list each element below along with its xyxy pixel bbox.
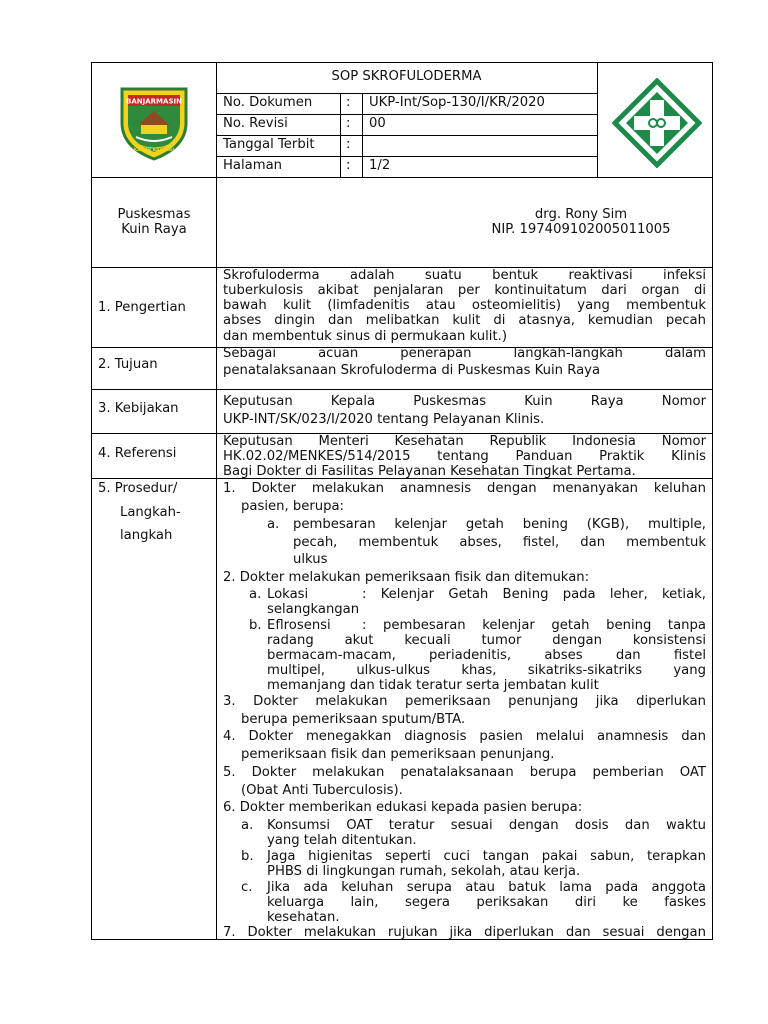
divider bbox=[216, 114, 597, 115]
procedure-subitem: pembesaran kelenjar getah bening (KGB), multiple, bbox=[293, 517, 706, 532]
divider bbox=[216, 63, 217, 940]
separator: : bbox=[346, 95, 351, 110]
signer-nip: NIP. 197409102005011005 bbox=[491, 222, 671, 237]
divider bbox=[216, 156, 597, 157]
procedure-subitem: keluarga lain, segera periksakan diri ke faskes bbox=[267, 895, 706, 910]
kebijakan-line: UKP-INT/SK/023/I/2020 tentang Pelayanan Klinis. bbox=[223, 412, 545, 427]
tujuan-line: penatalaksanaan Skrofuloderma di Puskesmas Kuin Raya bbox=[223, 363, 601, 378]
pengertian-line: dan membentuk sinus di permukaan kulit.) bbox=[223, 329, 507, 344]
list-marker: c. bbox=[241, 880, 253, 895]
procedure-subitem: ulkus bbox=[293, 552, 328, 567]
divider bbox=[597, 63, 598, 177]
procedure-subitem: kesehatan. bbox=[267, 910, 340, 925]
document-title: SOP SKROFULODERMA bbox=[331, 69, 482, 84]
procedure-step: (Obat Anti Tuberculosis). bbox=[241, 783, 403, 798]
kebijakan-line: Keputusan Kepala Puskesmas Kuin Raya Nomor bbox=[223, 394, 706, 409]
procedure-subitem: bermacam-macam, periadenitis, abses dan fistel bbox=[267, 648, 706, 663]
procedure-subitem: memanjang dan tidak teratur serta jembatan kulit bbox=[267, 678, 599, 693]
divider bbox=[216, 93, 597, 94]
value-no-revisi: 00 bbox=[369, 116, 386, 131]
procedure-step: 4. Dokter menegakkan diagnosis pasien melalui anamnesis dan bbox=[223, 729, 706, 744]
procedure-step: pasien, berupa: bbox=[241, 499, 345, 514]
label-no-dokumen: No. Dokumen bbox=[223, 95, 313, 110]
pengertian-line: bawah kulit (limfadenitis atau osteomielitis) yang membentuk bbox=[223, 298, 706, 313]
procedure-subitem: radang akut kecuali tumor dengan konsistensi bbox=[267, 633, 706, 648]
org-name-line1: Puskesmas bbox=[117, 207, 191, 222]
procedure-subitem: multipel, ulkus-ulkus khas, sikatriks-sikatriks yang bbox=[267, 663, 706, 678]
signer-name: drg. Rony Sim bbox=[534, 207, 628, 222]
section-label-referensi: 4. Referensi bbox=[98, 446, 177, 461]
referensi-line: Bagi Dokter di Fasilitas Pelayanan Kesehatan Tingkat Pertama. bbox=[223, 464, 636, 479]
separator: : bbox=[346, 137, 351, 152]
procedure-subitem: PHBS di lingkungan rumah, sekolah, atau kerja. bbox=[267, 864, 581, 879]
pengertian-line: Skrofuloderma adalah suatu bentuk reaktivasi infeksi bbox=[223, 268, 706, 283]
procedure-subitem: Jika ada keluhan serupa atau batuk lama pada anggota bbox=[267, 880, 706, 895]
puskesmas-logo bbox=[612, 78, 702, 168]
section-label-prosedur: langkah bbox=[120, 528, 173, 543]
pengertian-line: abses dingin dan melibatkan kulit di atasnya, kemudian pecah bbox=[223, 313, 706, 328]
referensi-line: Keputusan Menteri Kesehatan Republik Indonesia Nomor bbox=[223, 434, 706, 449]
value-no-dokumen: UKP-Int/Sop-130/I/KR/2020 bbox=[369, 95, 545, 110]
procedure-step: 1. Dokter melakukan anamnesis dengan menanyakan keluhan bbox=[223, 481, 706, 496]
term-eflrosensi: Eflrosensi bbox=[267, 618, 331, 633]
banjarmasin-emblem-logo bbox=[114, 81, 194, 161]
separator: : bbox=[346, 116, 351, 131]
procedure-subitem: : Kelenjar Getah Bening pada leher, ketiak, bbox=[362, 587, 706, 602]
section-label-prosedur: 5. Prosedur/ bbox=[98, 481, 178, 496]
section-label-kebijakan: 3. Kebijakan bbox=[98, 401, 179, 416]
section-label-pengertian: 1. Pengertian bbox=[98, 300, 186, 315]
logo-top-text: BANJARMASIN bbox=[126, 97, 182, 106]
list-marker: b. bbox=[249, 618, 262, 633]
sop-document bbox=[91, 62, 713, 940]
procedure-subitem: yang telah ditentukan. bbox=[267, 833, 417, 848]
procedure-step: 2. Dokter melakukan pemeriksaan fisik dan ditemukan: bbox=[223, 570, 590, 585]
divider bbox=[92, 389, 712, 390]
list-marker: a. bbox=[267, 517, 280, 532]
procedure-subitem: : pembesaran kelenjar getah bening tanpa bbox=[362, 618, 706, 633]
pengertian-line: tuberkulosis akibat penjalaran per kontinuitatum dari organ di bbox=[223, 283, 706, 298]
list-marker: a. bbox=[241, 818, 254, 833]
list-marker: a. bbox=[249, 587, 262, 602]
procedure-subitem: pecah, membentuk abses, fistel, dan membentuk bbox=[293, 535, 706, 550]
procedure-step: berupa pemeriksaan sputum/BTA. bbox=[241, 712, 466, 727]
procedure-step: pemeriksaan fisik dan pemeriksaan penunjang. bbox=[241, 747, 555, 762]
procedure-step: 5. Dokter melakukan penatalaksanaan berupa pemberian OAT bbox=[223, 765, 706, 780]
label-halaman: Halaman bbox=[223, 158, 283, 173]
procedure-step: 7. Dokter melakukan rujukan jika diperlukan dan sesuai dengan bbox=[223, 925, 706, 940]
procedure-subitem: Jaga higienitas seperti cuci tangan pakai sabun, terapkan bbox=[267, 849, 706, 864]
referensi-line: HK.02.02/MENKES/514/2015 tentang Panduan Praktik Klinis bbox=[223, 449, 706, 464]
procedure-subitem: selangkangan bbox=[267, 602, 360, 617]
list-marker: b. bbox=[241, 849, 254, 864]
divider bbox=[216, 135, 597, 136]
org-name-line2: Kuin Raya bbox=[121, 222, 187, 237]
procedure-step: 6. Dokter memberikan edukasi kepada pasien berupa: bbox=[223, 800, 583, 815]
label-tanggal-terbit: Tanggal Terbit bbox=[223, 137, 315, 152]
label-no-revisi: No. Revisi bbox=[223, 116, 288, 131]
separator: : bbox=[346, 158, 351, 173]
term-lokasi: Lokasi bbox=[267, 587, 309, 602]
section-label-prosedur: Langkah- bbox=[120, 505, 181, 520]
tujuan-line: Sebagai acuan penerapan langkah-langkah dalam bbox=[223, 346, 706, 361]
divider bbox=[92, 177, 712, 178]
procedure-subitem: Konsumsi OAT teratur sesuai dengan dosis dan waktu bbox=[267, 818, 706, 833]
procedure-step: 3. Dokter melakukan pemeriksaan penunjang jika diperlukan bbox=[223, 694, 706, 709]
logo-bottom-text: KAYUH BAIMBAI bbox=[133, 148, 175, 153]
section-label-tujuan: 2. Tujuan bbox=[98, 357, 158, 372]
value-halaman: 1/2 bbox=[369, 158, 391, 173]
